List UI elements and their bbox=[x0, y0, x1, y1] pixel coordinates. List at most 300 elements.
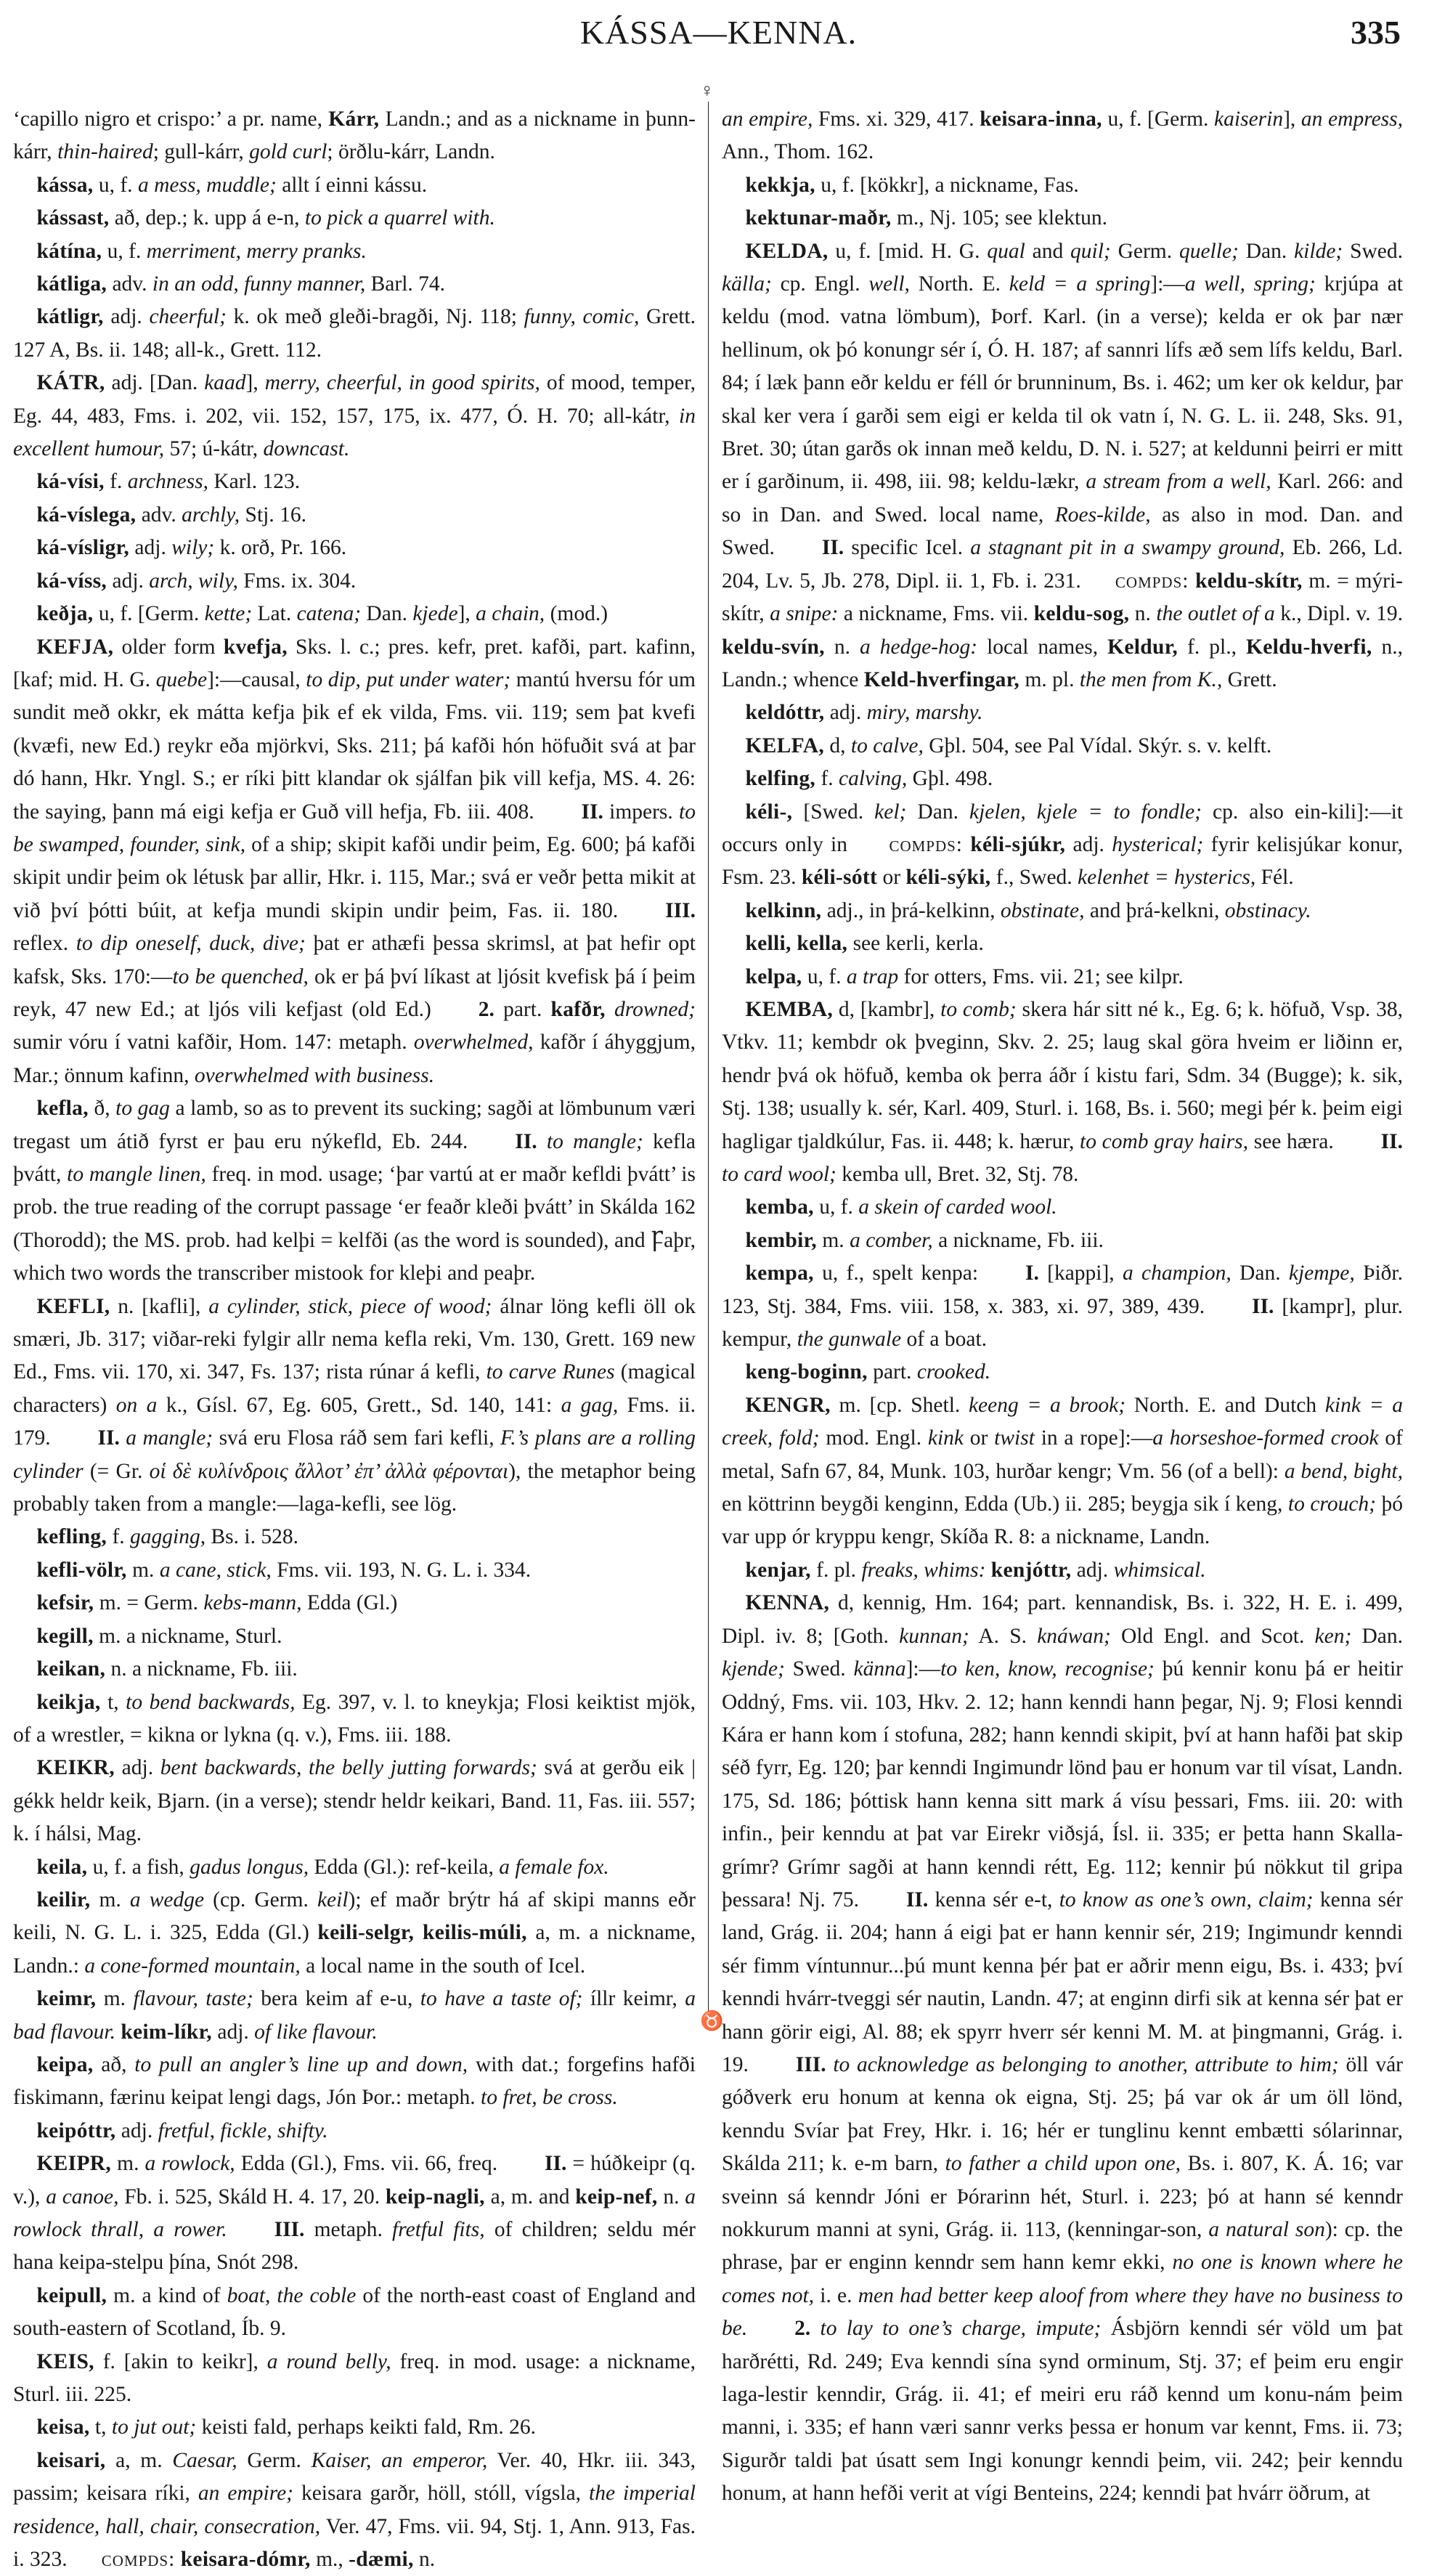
headword: keisari, bbox=[36, 2448, 106, 2472]
sense-number: 2. bbox=[478, 997, 494, 1021]
entry-text: of the north-east coast of England and south-eastern of Scotland, Íb. 9. bbox=[13, 2283, 696, 2341]
entry-text: Lat. bbox=[252, 602, 297, 626]
dictionary-entry bbox=[13, 1884, 696, 1983]
entry-text: and bbox=[1025, 239, 1071, 263]
dictionary-entry bbox=[722, 1389, 1403, 1554]
gloss-italic: a stagnant pit in a swampy ground, bbox=[970, 536, 1285, 560]
headword: Keldu-hverfi, bbox=[1245, 635, 1372, 659]
headword: -dæmi, bbox=[349, 2548, 414, 2572]
entry-text: [kappi], bbox=[1038, 1261, 1123, 1285]
entry-text bbox=[175, 2548, 180, 2571]
headword: keipull, bbox=[36, 2283, 107, 2307]
entry-text: k., Gísl. 67, Eg. 605, Grett., Sd. 140, 141: bbox=[157, 1393, 561, 1417]
gloss-italic: overwhelmed with business. bbox=[194, 1063, 435, 1087]
entry-text: u, f., spelt kenpa: bbox=[813, 1261, 979, 1285]
entry-text: m. = Germ. bbox=[94, 1591, 204, 1615]
gloss-italic: in an odd, funny manner, bbox=[152, 272, 366, 296]
gloss-italic: to ken, know, recognise; bbox=[940, 1657, 1155, 1681]
entry-text: þó var upp ór kryppu kengr, Skíða R. 8: a nickname, Landn. bbox=[722, 1492, 1404, 1549]
gloss-italic: crooked. bbox=[916, 1360, 991, 1384]
entry-text: of children; seldu mér hana keipa-stelpu þína, Snót 298. bbox=[13, 2218, 696, 2275]
gloss-italic: kebs-mann, bbox=[203, 1591, 302, 1615]
dictionary-entry bbox=[13, 466, 696, 498]
gloss-italic: flavour, taste; bbox=[133, 1987, 253, 2011]
entry-text: k., Dipl. v. 19. bbox=[1274, 602, 1404, 626]
dictionary-entry bbox=[13, 1587, 696, 1620]
headword: keng-boginn, bbox=[745, 1360, 868, 1384]
entry-text: adj. bbox=[107, 569, 150, 593]
sense-number: 2. bbox=[794, 2317, 811, 2341]
gloss-italic: to crouch; bbox=[1287, 1492, 1376, 1516]
entry-text: Gþl. 504, see Pal Vídal. Skýr. s. v. kelft. bbox=[923, 734, 1272, 757]
entry-text: North. E. and Dutch bbox=[1125, 1393, 1325, 1417]
entry-text: A. S. bbox=[969, 1624, 1038, 1648]
gloss-italic: kelenhet = hysterics, bbox=[1078, 866, 1256, 890]
gloss-italic: archly, bbox=[182, 503, 240, 527]
entry-text: see hæra. bbox=[1248, 1129, 1334, 1153]
dictionary-entry bbox=[13, 2049, 696, 2115]
entry-text: svá at gerðu eik | gékk heldr keik, Bjarn. (in a verse); stendr heldr keikari, Band. 11, Fas. iii. 557; k. í hálsi, Mag. bbox=[13, 1756, 696, 1846]
entry-text: Stj. 16. bbox=[240, 503, 306, 527]
entry-text: in a rope]:— bbox=[1034, 1426, 1153, 1450]
entry-text: a, m. a nickname, Landn.: bbox=[13, 1921, 696, 1978]
entry-text: k. ok með gleði-bragði, Nj. 118; bbox=[226, 305, 524, 329]
entry-text: ], bbox=[457, 602, 476, 626]
headword: Keld-hverfingar, bbox=[863, 667, 1020, 691]
entry-text: kenna sér e-t, bbox=[928, 1888, 1059, 1911]
headword: kegill, bbox=[36, 1624, 94, 1648]
left-column bbox=[13, 103, 696, 2576]
entry-text: u, f. [kökkr], a nickname, Fas. bbox=[815, 173, 1079, 197]
entry-text: fyrir kelisjúkar konur, Fsm. 23. bbox=[722, 832, 1404, 890]
entry-text: n. [kafli], bbox=[110, 1294, 209, 1318]
entry-text: Þiðr. 123, Stj. 384, Fms. viii. 158, x. 383, xi. 97, 389, 439. bbox=[722, 1261, 1403, 1318]
dictionary-entry bbox=[722, 1257, 1403, 1356]
gloss-italic: a rowlock thrall, a rower. bbox=[13, 2185, 696, 2241]
headword: ká-vísligr, bbox=[36, 536, 130, 560]
entry-text: f. [akin to keikr], bbox=[94, 2349, 267, 2373]
dictionary-entry bbox=[13, 1752, 696, 1850]
entry-text: (mod.) bbox=[545, 602, 608, 626]
gloss-italic: merriment, merry pranks. bbox=[146, 239, 367, 263]
entry-text: u, f. [Germ. bbox=[93, 602, 205, 626]
gloss-italic: to father a child upon one, bbox=[945, 2152, 1181, 2176]
gloss-italic: to gag bbox=[115, 1097, 170, 1121]
gloss-italic: a champion, bbox=[1122, 1261, 1232, 1285]
gloss-italic: kaad bbox=[204, 371, 246, 395]
headword: KEMBA, bbox=[745, 997, 834, 1021]
headword: kátliga, bbox=[36, 272, 107, 296]
entry-text: Old Engl. and Scot. bbox=[1110, 1624, 1315, 1648]
entry-text: m. bbox=[96, 1987, 134, 2011]
gloss-italic: obstinacy. bbox=[1224, 898, 1311, 922]
entry-text: kenna sér land, Grág. ii. 204; hann á eigi þat er hann kennir sér, 219; Ingimundr kenndi sér fimm víntunnur...þú munt kenna þér þat er aðrir menn eigu, Bs. i. 433; því kenndi hvárr-tveggi sér nautin, Landn. 47; at enginn dirfi sik at kenna sér þat er hann görir eigi, Al. 88; ek spyrr hverr sér kenni M. M. at þingmanni, Grág. i. 19. bbox=[722, 1888, 1404, 2076]
entry-text: að, dep.; k. upp á e-n, bbox=[109, 206, 305, 230]
entry-text: a lamb, so as to prevent its sucking; sagði at lömbunum væri tregast um átið fyrst er þau eru nýkefld, Eb. 244. bbox=[13, 1097, 696, 1153]
headword: keili-selgr, keilis-múli, bbox=[317, 1921, 527, 1945]
headword: keldu-svín, bbox=[722, 635, 825, 659]
headword: kéli-, bbox=[745, 800, 793, 824]
entry-text: keisti fald, perhaps keikti fald, Rm. 26. bbox=[196, 2415, 537, 2439]
gloss-italic: quebe bbox=[155, 667, 208, 691]
gloss-italic: a cylinder, stick, piece of wood; bbox=[208, 1294, 492, 1318]
gloss-italic: to have a taste of; bbox=[420, 1987, 583, 2011]
gloss-italic: no one is known where he comes not, bbox=[722, 2251, 1403, 2307]
entry-text: öll vár góðverk eru honum at kenna ok eigna, Stj. 25; þá var ok ár um öll lönd, kenndu Svíar þat Frey, Hkr. i. 16; hér er tunglinu kennt embætti sólarinnar, Skálda 211; k. e-m barn, bbox=[722, 2052, 1403, 2176]
dictionary-entry bbox=[13, 1983, 696, 2049]
dictionary-entry bbox=[13, 1686, 696, 1752]
entry-text: adv. bbox=[136, 503, 182, 527]
gloss-italic: the outlet of a bbox=[1156, 602, 1275, 626]
compounds-label: compds: bbox=[1115, 569, 1189, 593]
headword: keðja, bbox=[36, 602, 94, 626]
entry-text: n. a nickname, Fb. iii. bbox=[105, 1657, 298, 1681]
entry-text: adj. bbox=[114, 1756, 160, 1780]
dictionary-entry bbox=[722, 1356, 1403, 1389]
entry-text: Dan. bbox=[1238, 239, 1295, 263]
headword: KEFJA, bbox=[36, 635, 114, 659]
gloss-italic: men had better keep aloof from where they have no business to be. bbox=[722, 2283, 1403, 2341]
compounds-label: compds: bbox=[889, 832, 964, 856]
gloss-italic: a mess, muddle; bbox=[137, 173, 277, 197]
entry-text: Germ. bbox=[1110, 239, 1179, 263]
dictionary-entry bbox=[13, 1291, 696, 1521]
gloss-italic: kette; bbox=[204, 602, 253, 626]
headword: kátligr, bbox=[36, 305, 104, 329]
bottom-ornament-icon: ♉ bbox=[700, 2010, 724, 2031]
headword: kempa, bbox=[745, 1261, 814, 1285]
dictionary-entry bbox=[722, 1554, 1403, 1587]
gloss-italic: of like flavour. bbox=[254, 2020, 378, 2044]
sense-number: II. bbox=[515, 1129, 537, 1153]
entry-text: or bbox=[877, 866, 906, 890]
gloss-italic: Roes-kilde, bbox=[1054, 503, 1151, 527]
entry-text: local names, bbox=[977, 635, 1108, 659]
entry-text: n. bbox=[657, 2185, 685, 2209]
sense-number: II. bbox=[821, 536, 844, 560]
headword: keldu-skítr, bbox=[1195, 569, 1303, 593]
dictionary-entry bbox=[722, 763, 1403, 795]
entry-text: [Swed. bbox=[792, 800, 875, 824]
entry-text: en köttrinn beygði kenginn, Edda (Ub.) ii. 285; beygja sik í keng, bbox=[722, 1492, 1288, 1516]
entry-text: m. pl. bbox=[1019, 667, 1080, 691]
dictionary-entry bbox=[13, 2148, 696, 2280]
gloss-italic: kilde; bbox=[1294, 239, 1343, 263]
sense-number: II. bbox=[1380, 1129, 1404, 1153]
gloss-italic: a skein of carded wool. bbox=[858, 1195, 1057, 1219]
dictionary-entry bbox=[13, 202, 696, 235]
gloss-italic: merry, cheerful, in good spirits, bbox=[264, 371, 540, 395]
entry-text bbox=[985, 1559, 990, 1582]
gloss-italic: the men from K., bbox=[1079, 667, 1223, 691]
entry-text: ): cp. the phrase, þar er enginn kenndr sem hann kemr ekki, bbox=[722, 2218, 1403, 2275]
gloss-italic: a mangle; bbox=[119, 1426, 213, 1450]
entry-text bbox=[963, 833, 970, 856]
entry-text: adj. bbox=[824, 701, 867, 725]
entry-text: Edda (Gl.) bbox=[301, 1591, 398, 1615]
headword: keim-líkr, bbox=[121, 2020, 212, 2044]
entry-text: of a ship; skipit kafði undir þeim, Eg. 600; þá kafði skipit undir þeim ok létusk þar allir, Hkr. i. 115, Mar.; svá er veðr þetta mikit at við því þótti búit, at kefja mundi skipin undir þeim, Fas. ii. 180. bbox=[13, 832, 696, 922]
gloss-italic: whimsical. bbox=[1113, 1558, 1206, 1582]
entry-text: f., Swed. bbox=[990, 866, 1078, 890]
entry-text: Dan. bbox=[906, 800, 969, 824]
headword: ká-víss, bbox=[36, 569, 107, 593]
entry-text: Fms. xi. 329, 417. bbox=[813, 107, 980, 131]
gloss-italic: a canoe, bbox=[46, 2185, 119, 2209]
gloss-italic: a cane, stick, bbox=[159, 1558, 272, 1582]
entry-text: f. pl. bbox=[810, 1558, 862, 1582]
dictionary-entry bbox=[13, 268, 696, 301]
gloss-italic: catena; bbox=[296, 602, 362, 626]
headword: kafðr, bbox=[550, 997, 606, 1021]
entry-text: m. bbox=[816, 1228, 850, 1252]
entry-text: Dan. bbox=[361, 602, 413, 626]
gloss-italic: to carve Runes bbox=[486, 1360, 615, 1384]
headword: KEFLI, bbox=[36, 1294, 110, 1318]
gloss-italic: to acknowledge as belonging to another, attribute to him; bbox=[826, 2052, 1339, 2076]
entry-text: u, f. bbox=[93, 173, 138, 197]
entry-text: m. bbox=[90, 1888, 130, 1911]
entry-text: (= Gr. bbox=[83, 1459, 150, 1483]
entry-text: ], bbox=[1283, 107, 1301, 131]
sense-number: II. bbox=[905, 1888, 929, 1911]
headword: kefla, bbox=[36, 1097, 89, 1121]
entry-text: Fms. ii. 179. bbox=[13, 1393, 696, 1450]
headword: kefli-völr, bbox=[36, 1558, 127, 1582]
gloss-italic: a cone-formed mountain, bbox=[84, 1954, 301, 1978]
entry-text: Eg. 397, v. l. to kneykja; Flosi keiktist mjök, of a wrestler, = kikna or lykna (q. v.), Fms. iii. 188. bbox=[13, 1690, 696, 1747]
gloss-italic: quil; bbox=[1070, 239, 1111, 263]
gloss-italic: gadus longus, bbox=[190, 1855, 309, 1879]
entry-text: as also in mod. Dan. and Swed. bbox=[722, 503, 1403, 560]
entry-text: adj., in þrá-kelkinn, bbox=[821, 898, 1001, 922]
dictionary-entry bbox=[13, 2280, 696, 2346]
gloss-italic: overwhelmed, bbox=[413, 1031, 534, 1055]
entry-text: Fms. vii. 193, N. G. L. i. 334. bbox=[271, 1558, 532, 1582]
headword: keip-nagli, bbox=[385, 2185, 485, 2209]
gloss-italic: to dip oneself, duck, dive; bbox=[76, 932, 306, 956]
entry-text: specific Icel. bbox=[844, 536, 971, 560]
sense-number: I. bbox=[1025, 1261, 1039, 1285]
entry-text: freq. in mod. usage: a nickname, Sturl. iii. 225. bbox=[13, 2349, 696, 2407]
dictionary-entry bbox=[13, 2115, 696, 2148]
sense-number: II. bbox=[544, 2152, 567, 2176]
entry-text: bera keim af e-u, bbox=[253, 1987, 420, 2011]
entry-text: Edda (Gl.): ref-keila, bbox=[309, 1855, 500, 1879]
gloss-italic: knáwan; bbox=[1037, 1624, 1111, 1648]
headword: kemba, bbox=[745, 1195, 814, 1219]
headword: KENGR, bbox=[745, 1393, 831, 1417]
entry-text: Dan. bbox=[1351, 1624, 1403, 1648]
dictionary-entry bbox=[722, 1224, 1403, 1257]
dictionary-entry bbox=[13, 565, 696, 598]
gloss-italic: kjende; bbox=[722, 1657, 785, 1681]
entry-text: of a boat. bbox=[901, 1328, 988, 1352]
entry-text: t, bbox=[89, 2415, 112, 2439]
entry-text: m., bbox=[310, 2548, 349, 2572]
headword: KELFA, bbox=[745, 734, 825, 757]
entry-text: metaph. bbox=[304, 2218, 393, 2241]
gloss-italic: funny, comic, bbox=[524, 305, 640, 329]
entry-text: ‘capillo nigro et crispo:’ a pr. name, bbox=[13, 107, 329, 131]
entry-text: n. bbox=[413, 2548, 436, 2572]
headword: kéli-sótt bbox=[801, 866, 878, 890]
dictionary-entry bbox=[722, 961, 1403, 994]
gloss-italic: on a bbox=[115, 1393, 158, 1417]
running-title: KÁSSA—KENNA. bbox=[579, 14, 858, 51]
gloss-italic: to calve, bbox=[850, 734, 924, 757]
entry-text: þat er athæfi þessa skrimsl, at þat hefir opt kafsk, Sks. 170:— bbox=[13, 932, 696, 988]
gloss-italic: a chain, bbox=[476, 602, 545, 626]
entry-text: a local name in the south of Icel. bbox=[300, 1954, 586, 1978]
gloss-italic: drowned; bbox=[605, 997, 696, 1021]
entry-text: þú kennir konu þá er heitir Oddný, Fms. vii. 103, Hkv. 2. 12; hann kenndi hann þegar, Nj. 9; Flosi kenndi Kára er hann kom í stofuna, 282; hann kenndi skipit, því at hann hafði þat skip séð fyrr, Eg. 120; þar kenndi Ingimundr lönd þau er honum var til vísat, Landn. 175, Sd. 186; þóttisk hann kenna sitt mark á vísu þessari, Fms. iii. 20: with infin., þeir kenndu at þat var Eirekr viðsjá, Ísl. ii. 335; er þetta hann Skalla-grímr? Grímr sagði at hann kenndi rétt, Eg. 112; kennir þú nökkut til gripa þessara! Nj. 75. bbox=[722, 1657, 1403, 1911]
dictionary-entry bbox=[13, 1092, 696, 1290]
entry-text: 57; ú-kátr, bbox=[164, 437, 264, 461]
dictionary-entry bbox=[722, 169, 1403, 202]
gloss-italic: Caesar, bbox=[172, 2448, 237, 2472]
entry-text: cp. also ein-kili]:—it occurs only in bbox=[722, 800, 1403, 856]
entry-text: mod. Engl. bbox=[819, 1426, 928, 1450]
dictionary-entry bbox=[722, 235, 1403, 697]
gloss-italic: miry, marshy. bbox=[866, 701, 983, 725]
entry-text: Dan. bbox=[1231, 1261, 1289, 1285]
gloss-italic: in excellent humour, bbox=[13, 404, 696, 461]
entry-text: see kerli, kerla. bbox=[847, 932, 984, 956]
headword: keila, bbox=[36, 1855, 88, 1879]
gloss-italic: to mangle linen, bbox=[67, 1163, 206, 1186]
headword: keipóttr, bbox=[36, 2118, 116, 2142]
entry-text: and þrá-kelkni, bbox=[1084, 898, 1225, 922]
dictionary-entry bbox=[13, 169, 696, 202]
gloss-italic: thin-haired bbox=[57, 140, 153, 164]
gloss-italic: obstinate, bbox=[1000, 898, 1085, 922]
gloss-italic: calving, bbox=[839, 767, 908, 791]
gloss-italic: to mangle; bbox=[537, 1129, 643, 1153]
gloss-italic: a female fox. bbox=[499, 1855, 609, 1879]
gloss-italic: a stream from a well, bbox=[1086, 470, 1271, 494]
entry-text: cp. Engl. bbox=[771, 272, 869, 296]
dictionary-entry bbox=[13, 2346, 696, 2412]
headword: kéli-sýki, bbox=[905, 866, 991, 890]
entry-text: Fms. ix. 304. bbox=[237, 569, 357, 593]
entry-text: Bs. i. 807, K. Á. 16; var sveinn sá kenndr Jóni er Þórarinn hét, Sturl. i. 223; þó at hann sé kenndr nokkurum manni at syni, Grág. ii. 113, (kenningar-son, bbox=[722, 2152, 1404, 2241]
entry-text: Bs. i. 528. bbox=[205, 1525, 298, 1549]
gloss-italic: an empire; bbox=[198, 2482, 293, 2506]
gloss-italic: to bend backwards, bbox=[126, 1690, 296, 1714]
headword: keimr, bbox=[36, 1987, 97, 2011]
headword: KEIPR, bbox=[36, 2152, 112, 2176]
entry-text: (cp. Germ. bbox=[204, 1888, 317, 1911]
gloss-italic: känna bbox=[853, 1657, 906, 1681]
entry-text bbox=[1189, 569, 1195, 593]
gloss-italic: freaks, whims: bbox=[861, 1558, 986, 1582]
entry-text: u, f. a fish, bbox=[87, 1855, 190, 1879]
headword: ká-vísi, bbox=[36, 470, 105, 494]
gloss-italic: to dip, put under water; bbox=[306, 667, 511, 691]
column-divider bbox=[708, 102, 709, 2026]
entry-text: n. bbox=[1129, 602, 1157, 626]
gloss-italic: the gunwale bbox=[797, 1328, 902, 1352]
gloss-italic: a bad flavour. bbox=[13, 1987, 696, 2044]
gloss-italic: kjempe, bbox=[1288, 1261, 1355, 1285]
gloss-italic: a well, spring; bbox=[1184, 272, 1316, 296]
gloss-italic: gagging, bbox=[130, 1525, 206, 1549]
headword: kássa, bbox=[36, 173, 94, 197]
headword: kembir, bbox=[745, 1228, 817, 1252]
gloss-italic: downcast. bbox=[263, 437, 350, 461]
continued-entry bbox=[722, 103, 1403, 169]
headword: keikja, bbox=[36, 1690, 101, 1714]
gloss-italic: arch, wily, bbox=[149, 569, 238, 593]
headword: kefling, bbox=[36, 1525, 107, 1549]
entry-text: f. pl., bbox=[1178, 635, 1246, 659]
entry-text: Eb. 266, Ld. 204, Lv. 5, Jb. 278, Dipl. ii. 1, Fb. i. 231. bbox=[722, 536, 1403, 593]
entry-text: Grett. bbox=[1222, 667, 1277, 691]
entry-text: sumir vóru í vatni kafðir, Hom. 147: metaph. bbox=[13, 1031, 414, 1055]
gloss-italic: kjelen, kjele = to fondle; bbox=[969, 800, 1202, 824]
sense-number: II. bbox=[97, 1426, 120, 1450]
gloss-italic: οἱ δὲ κυλίνδροις ἄλλοτ’ ἐπ’ ἀλλὰ φέρονται bbox=[149, 1459, 509, 1483]
entry-text: for otters, Fms. vii. 21; see kilpr. bbox=[898, 964, 1184, 988]
entry-text: a nickname, Fb. iii. bbox=[932, 1228, 1104, 1252]
entry-text: m. [cp. Shetl. bbox=[830, 1393, 969, 1417]
dictionary-entry bbox=[13, 631, 696, 1093]
gloss-italic: kunnan; bbox=[899, 1624, 969, 1648]
headword: keisa, bbox=[36, 2415, 90, 2439]
gloss-italic: keeng = a brook; bbox=[968, 1393, 1126, 1417]
entry-text: adv. bbox=[107, 272, 152, 296]
entry-text: of metal, Safn 67, 84, Munk. 103, hurðar kengr; Vm. 56 (of a bell): bbox=[722, 1426, 1403, 1483]
headword: kássast, bbox=[36, 206, 110, 230]
dictionary-entry bbox=[722, 994, 1403, 1191]
entry-text: Grett. 127 A, Bs. ii. 148; all-k., Grett. 112. bbox=[13, 305, 696, 362]
entry-text: kemba ull, Bret. 32, Stj. 78. bbox=[836, 1163, 1079, 1186]
entry-text: a, m. bbox=[105, 2448, 173, 2472]
entry-text: ), the metaphor being probably taken from a mangle:—laga-kefli, see lög. bbox=[13, 1459, 696, 1516]
headword: keldóttr, bbox=[745, 701, 825, 725]
top-ornament-icon: ♀ bbox=[700, 80, 715, 101]
entry-text: keisara garðr, höll, stóll, vígsla, bbox=[293, 2482, 590, 2506]
headword: keikan, bbox=[36, 1657, 106, 1681]
entry-text: Karl. 123. bbox=[208, 470, 301, 494]
headword: Keldur, bbox=[1107, 635, 1178, 659]
dictionary-entry bbox=[13, 1653, 696, 1686]
entry-text: Landn.; and as a nickname in þunn-kárr, bbox=[13, 107, 696, 164]
dictionary-entry bbox=[13, 1521, 696, 1553]
gloss-italic: to comb; bbox=[940, 997, 1017, 1021]
gloss-italic: fretful fits, bbox=[392, 2218, 485, 2241]
entry-text: ; örðlu-kárr, Landn. bbox=[327, 140, 495, 164]
headword: keldu-sog, bbox=[1033, 602, 1130, 626]
entry-text: ); ef maðr brýtr há af skipi manns eðr keili, N. G. L. i. 325, Edda (Gl.) bbox=[13, 1888, 696, 1945]
headword: kelpa, bbox=[745, 964, 802, 988]
dictionary-entry bbox=[13, 1554, 696, 1587]
gloss-italic: a bend, bight, bbox=[1284, 1459, 1403, 1483]
entry-text: (magical characters) bbox=[13, 1360, 696, 1417]
headword: kéli-sjúkr, bbox=[970, 832, 1066, 856]
dictionary-entry bbox=[13, 235, 696, 268]
gloss-italic: kink bbox=[927, 1426, 964, 1450]
entry-text: Sks. l. c.; pres. kefr, pret. kafði, part. kafinn, [kaf; mid. H. G. bbox=[13, 635, 696, 691]
entry-text: ok er þá því líkast at ljósit kvefisk þá í þeim reyk, 47 new Ed.; at ljós vili kefjast (old Ed.) bbox=[13, 964, 696, 1021]
gloss-italic: källa; bbox=[722, 272, 772, 296]
entry-text: impers. bbox=[603, 800, 680, 824]
gloss-italic: a rowlock, bbox=[144, 2152, 235, 2176]
entry-text: Edda (Gl.), Fms. vii. 66, freq. bbox=[235, 2152, 498, 2176]
entry-text: Ver. 47, Fms. vii. 94, Stj. 1, Ann. 913, Fas. i. 323. bbox=[13, 2514, 696, 2572]
entry-text: ]:— bbox=[905, 1657, 941, 1681]
